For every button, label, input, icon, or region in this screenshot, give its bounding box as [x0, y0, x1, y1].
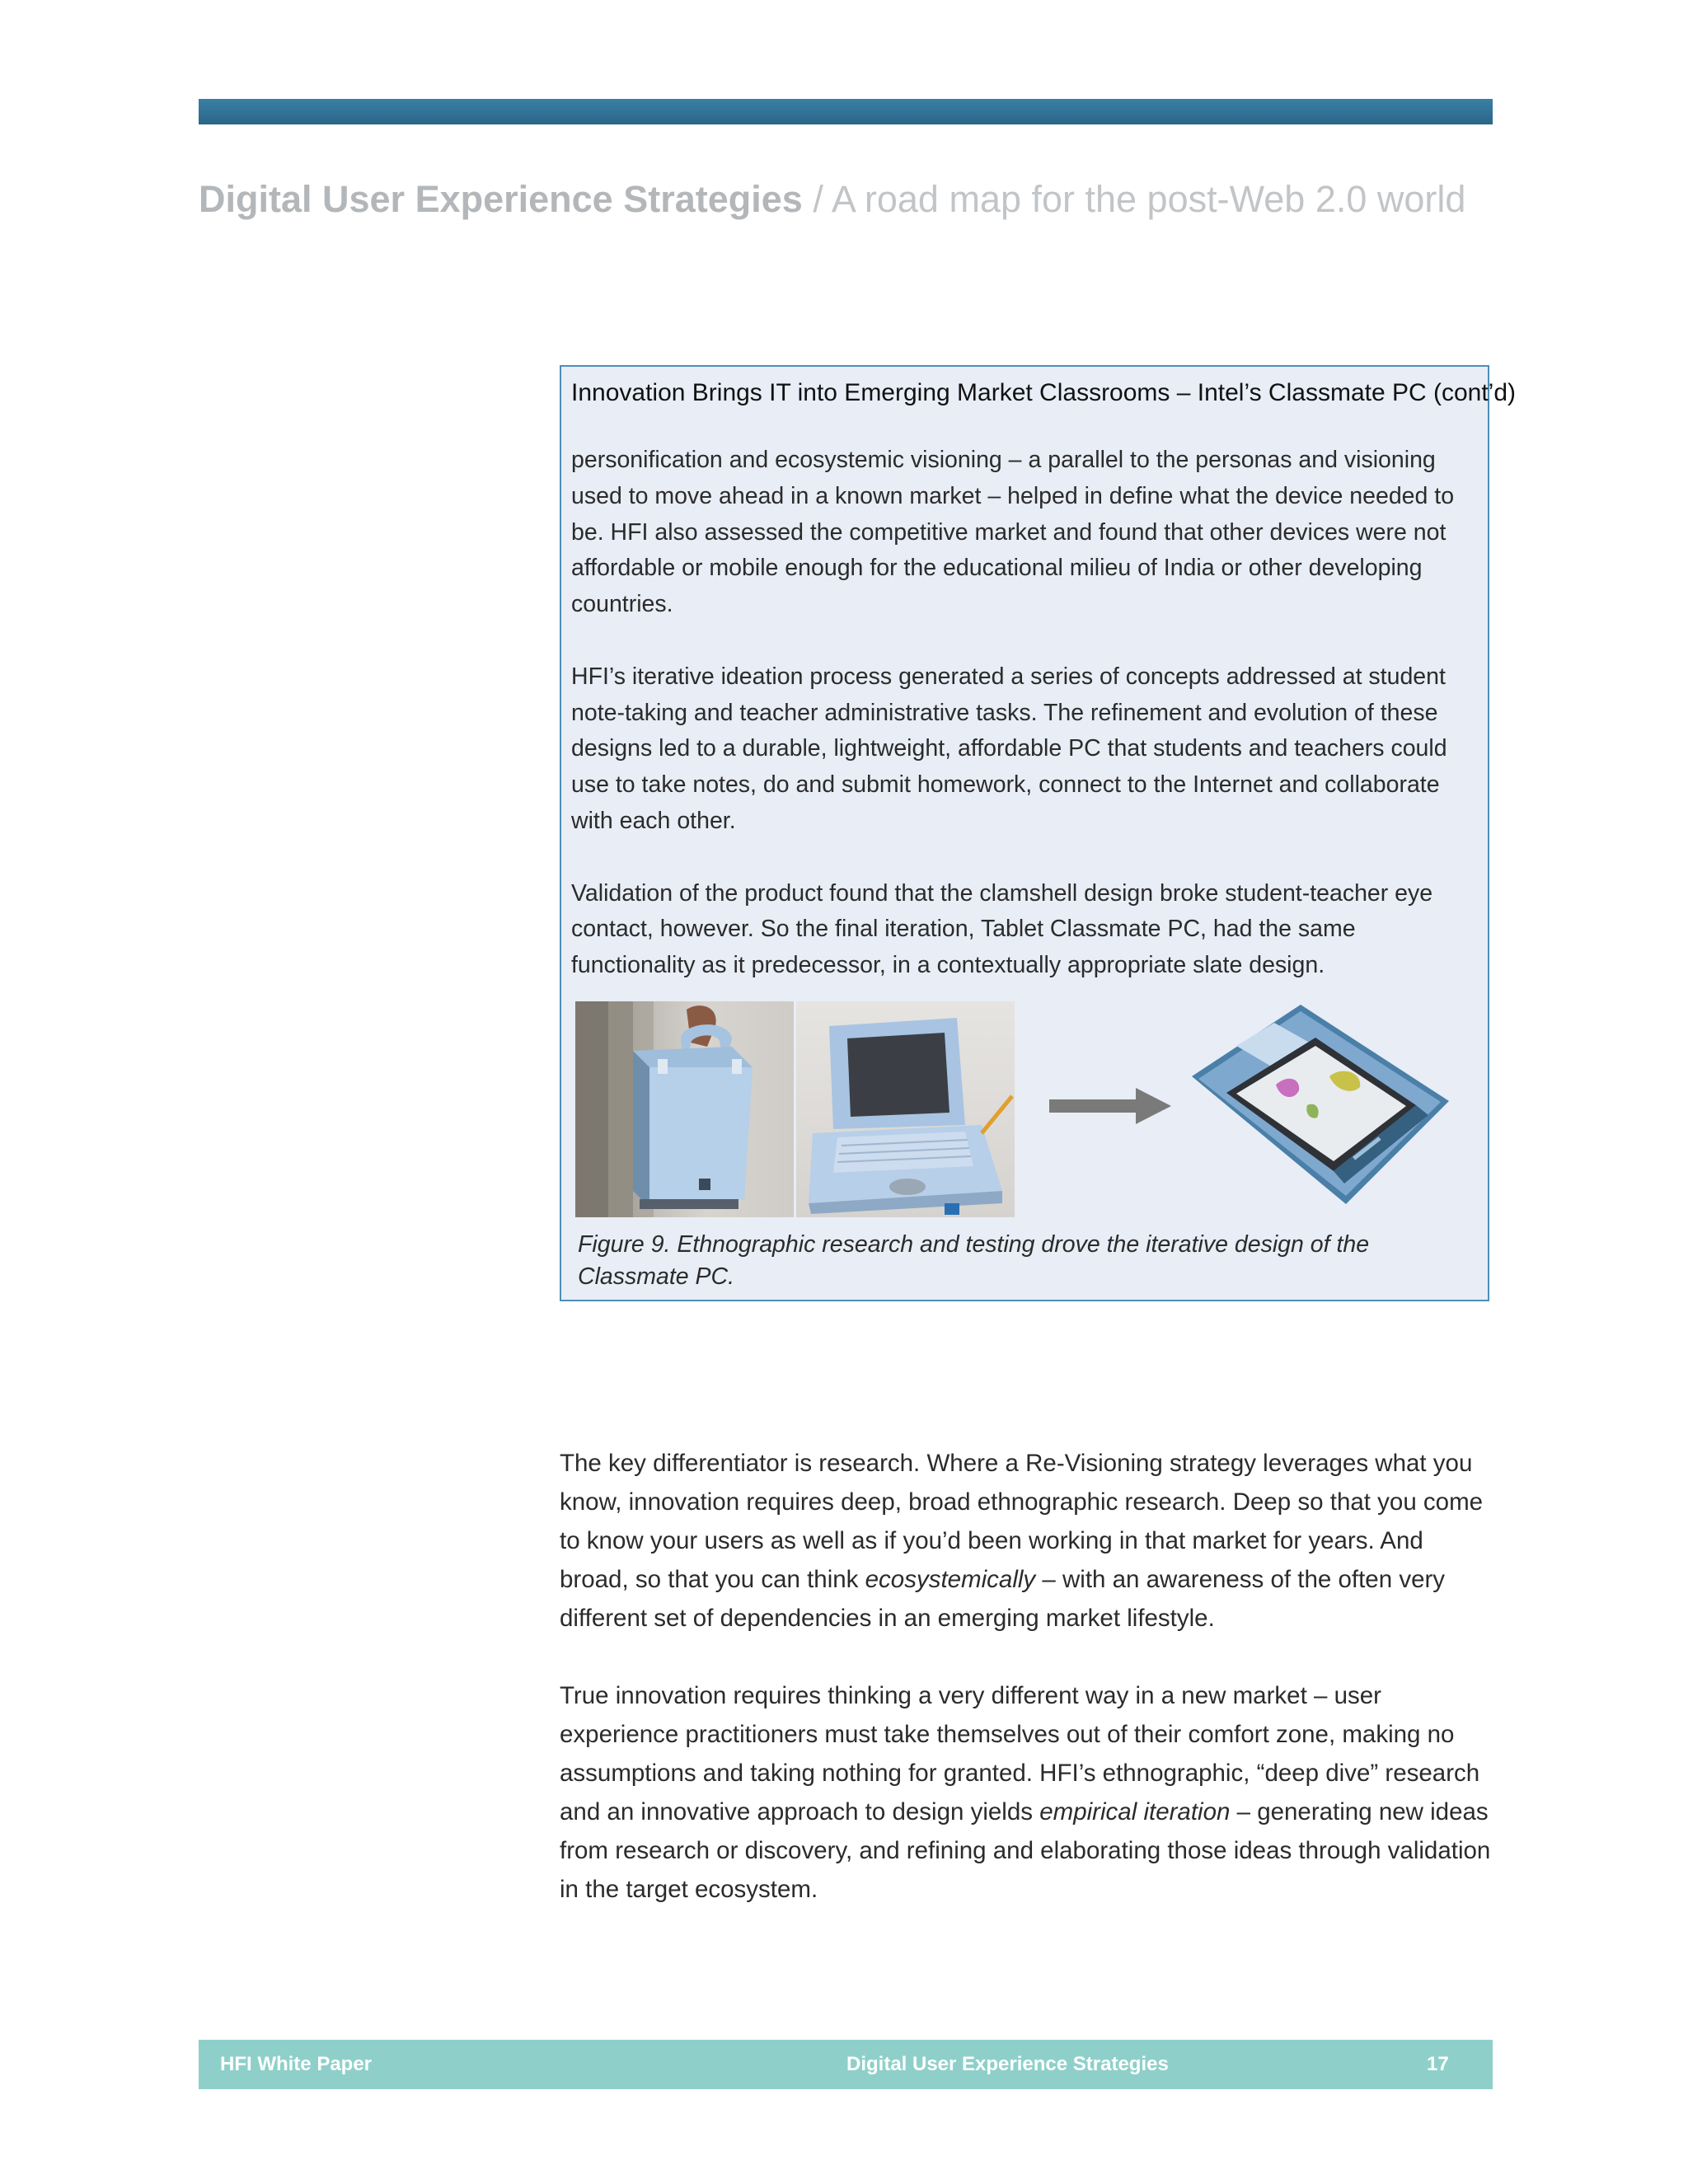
header-subtitle: / A road map for the post-Web 2.0 world — [802, 178, 1466, 220]
arrow-right-icon — [1049, 1085, 1181, 1127]
text-run: – with an awareness of the often very different set of dependencies in an emerging market lifestyle. — [560, 1566, 1446, 1632]
text-run: – generating new ideas from research or discovery, and refining and elaborating those ideas through validation in the target ecosystem. — [560, 1798, 1491, 1903]
page-header — [199, 175, 1465, 224]
footer-publication: HFI White Paper — [220, 2053, 373, 2075]
text-run: True innovation requires thinking a very different way in a new market – user experience practitioners must take themselves out of their comfort zone, making no assumptions and taking nothing for granted. HFI’s ethnographic, “deep dive” research and an innovative approach to design yields — [560, 1682, 1480, 1825]
text-run: The key differentiator is research. Where a Re-Visioning strategy leverages what you know, innovation requires deep, broad ethnographic research. Deep so that you come to know your users as well as if you’d been working in that market for years. And broad, so that you can think — [560, 1450, 1484, 1593]
main-body — [560, 1444, 1495, 1947]
footer-title: Digital User Experience Strategies — [846, 2053, 1169, 2075]
sidebar-paragraph: personification and ecosystemic visioning – a parallel to the personas and visioning used to move ahead in a known market – helped in define what the device needed to be. HFI also assessed the competitive market and found that other devices were not affordable or mobile enough for the educational milieu of India or other developing countries. — [571, 447, 1455, 618]
page-footer — [199, 2040, 1493, 2089]
sidebar-title: Innovation Brings IT into Emerging Market Classrooms – Intel’s Classmate PC (cont’d) — [571, 379, 1517, 406]
photo-open-classmate-pc — [796, 1001, 1015, 1217]
sidebar-paragraph: HFI’s iterative ideation process generated a series of concepts addressed at student note-taking and teacher administrative tasks. The refinement and evolution of these designs led to a durable, lightweight, affordable PC that students and teachers could use to take notes, do and submit homework, connect to the Internet and collaborate with each other. — [571, 663, 1447, 834]
tablet-classmate-pc — [1177, 998, 1457, 1219]
sidebar-text — [571, 443, 1478, 1020]
header-rule — [199, 99, 1493, 124]
photo-carried-classmate-pc — [575, 1001, 794, 1217]
page-number: 17 — [1427, 2053, 1449, 2075]
emphasis: ecosystemically — [865, 1566, 1036, 1593]
figure-9 — [575, 1001, 1478, 1217]
sidebar-paragraph: Validation of the product found that the clamshell design broke student-teacher eye contact, however. So the final iteration, Tablet Classmate PC, had the same functionality as it predecessor, in a contextually appropriate slate design. — [571, 879, 1433, 979]
figure-caption: Figure 9. Ethnographic research and testing drove the iterative design of the Classmate PC. — [578, 1231, 1370, 1290]
body-paragraph-2 — [560, 1676, 1495, 1909]
emphasis: empirical iteration — [1039, 1798, 1231, 1825]
body-paragraph-1 — [560, 1444, 1495, 1638]
header-title-strong: Digital User Experience Strategies — [199, 178, 803, 220]
case-study-sidebar — [560, 365, 1517, 1301]
